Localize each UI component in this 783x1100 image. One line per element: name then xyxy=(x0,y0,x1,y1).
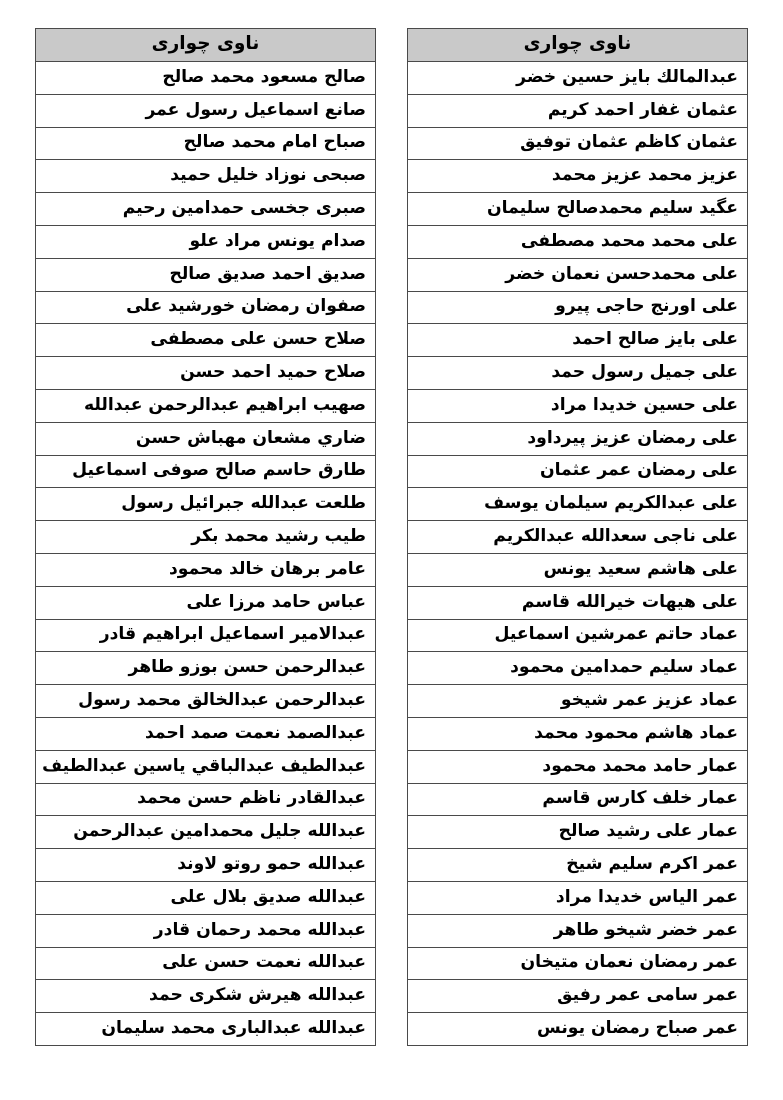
name-table-right-head xyxy=(36,29,376,62)
table-row xyxy=(408,521,748,554)
table-row xyxy=(36,357,376,390)
table-row xyxy=(408,455,748,488)
table-row xyxy=(36,586,376,619)
table-row xyxy=(408,816,748,849)
name-cell: صديق احمد صديق صالح xyxy=(36,258,376,291)
table-row xyxy=(36,750,376,783)
table-row xyxy=(36,422,376,455)
column-header-name: ناوی چواری xyxy=(36,29,376,62)
name-cell: عمار على رشيد صالح xyxy=(408,816,748,849)
table-row xyxy=(408,422,748,455)
column-header-name: ناوی چواری xyxy=(408,29,748,62)
name-cell: عامر برهان خالد محمود xyxy=(36,553,376,586)
table-row xyxy=(36,849,376,882)
table-row xyxy=(408,160,748,193)
table-row xyxy=(408,389,748,422)
name-cell: طارق حاسم صالح صوفى اسماعيل xyxy=(36,455,376,488)
table-row xyxy=(36,652,376,685)
table-row xyxy=(408,717,748,750)
table-row xyxy=(408,652,748,685)
table-row xyxy=(36,783,376,816)
name-cell: عمر رمضان نعمان متيخان xyxy=(408,947,748,980)
name-cell: عمر سامى عمر رفيق xyxy=(408,980,748,1013)
name-cell: صبحى نوزاد خليل حميد xyxy=(36,160,376,193)
table-row xyxy=(408,750,748,783)
name-cell: صانع اسماعيل رسول عمر xyxy=(36,94,376,127)
table-row xyxy=(36,553,376,586)
table-row xyxy=(408,980,748,1013)
name-cell: صدام يونس مراد علو xyxy=(36,225,376,258)
table-row xyxy=(408,291,748,324)
name-cell: عبدالصمد نعمت صمد احمد xyxy=(36,717,376,750)
table-row xyxy=(36,455,376,488)
name-cell: عمر الياس خديدا مراد xyxy=(408,881,748,914)
name-cell: على رمضان عزيز پيرداود xyxy=(408,422,748,455)
name-cell: عگيد سليم محمدصالح سليمان xyxy=(408,193,748,226)
name-cell: على عبدالكريم سيلمان يوسف xyxy=(408,488,748,521)
table-row xyxy=(36,291,376,324)
table-row xyxy=(36,324,376,357)
table-row xyxy=(36,389,376,422)
table-row xyxy=(36,717,376,750)
name-cell: على هيهات خيرالله قاسم xyxy=(408,586,748,619)
name-cell: على محمدحسن نعمان خضر xyxy=(408,258,748,291)
table-row xyxy=(408,127,748,160)
table-row xyxy=(408,783,748,816)
name-table-left-wrapper xyxy=(407,28,748,1046)
name-cell: على رمضان عمر عثمان xyxy=(408,455,748,488)
table-row xyxy=(408,685,748,718)
table-row xyxy=(408,914,748,947)
name-cell: عماد هاشم محمود محمد xyxy=(408,717,748,750)
table-row xyxy=(408,62,748,95)
name-cell: على جميل رسول حمد xyxy=(408,357,748,390)
name-cell: على ناجى سعدالله عبدالكريم xyxy=(408,521,748,554)
name-table-left xyxy=(407,28,748,1046)
name-cell: عزيز محمد عزيز محمد xyxy=(408,160,748,193)
table-row xyxy=(408,357,748,390)
name-cell: عماد عزيز عمر شيخو xyxy=(408,685,748,718)
table-row xyxy=(36,980,376,1013)
name-cell: صفوان رمضان خورشيد على xyxy=(36,291,376,324)
table-row xyxy=(36,488,376,521)
table-row xyxy=(408,849,748,882)
name-cell: عثمان كاظم عثمان توفيق xyxy=(408,127,748,160)
name-cell: عمر اكرم سليم شيخ xyxy=(408,849,748,882)
name-cell: عبدالله نعمت حسن على xyxy=(36,947,376,980)
table-row xyxy=(408,947,748,980)
name-cell: عماد سليم حمدامين محمود xyxy=(408,652,748,685)
name-cell: عبدالطيف عبدالباقي ياسين عبدالطيف xyxy=(36,750,376,783)
name-cell: صبرى جخسى حمدامين رحيم xyxy=(36,193,376,226)
table-row xyxy=(36,62,376,95)
table-row xyxy=(36,619,376,652)
table-row xyxy=(36,914,376,947)
table-header-row xyxy=(408,29,748,62)
table-row xyxy=(408,324,748,357)
name-cell: عبدالله حمو روتو لاوند xyxy=(36,849,376,882)
table-row xyxy=(36,1013,376,1046)
table-row xyxy=(408,553,748,586)
name-cell: عبدالله محمد رحمان قادر xyxy=(36,914,376,947)
name-cell: صهيب ابراهيم عبدالرحمن عبدالله xyxy=(36,389,376,422)
table-row xyxy=(408,258,748,291)
name-cell: عمر صباح رمضان يونس xyxy=(408,1013,748,1046)
name-cell: صالح مسعود محمد صالح xyxy=(36,62,376,95)
name-cell: عبدالله جليل محمدامين عبدالرحمن xyxy=(36,816,376,849)
name-cell: طيب رشيد محمد بكر xyxy=(36,521,376,554)
name-cell: عبدالله صديق بلال على xyxy=(36,881,376,914)
name-cell: عمار حامد محمد محمود xyxy=(408,750,748,783)
table-row xyxy=(36,94,376,127)
table-row xyxy=(408,94,748,127)
name-cell: عماد حاتم عمرشين اسماعيل xyxy=(408,619,748,652)
name-cell: عباس حامد مرزا على xyxy=(36,586,376,619)
name-cell: عمار خلف كارس قاسم xyxy=(408,783,748,816)
name-cell: على هاشم سعيد يونس xyxy=(408,553,748,586)
name-cell: ضاري مشعان مهباش حسن xyxy=(36,422,376,455)
name-cell: طلعت عبدالله جبرائيل رسول xyxy=(36,488,376,521)
table-row xyxy=(36,160,376,193)
table-row xyxy=(36,258,376,291)
name-cell: على حسين خديدا مراد xyxy=(408,389,748,422)
name-cell: صلاح حميد احمد حسن xyxy=(36,357,376,390)
table-row xyxy=(36,193,376,226)
name-cell: عمر خضر شيخو طاهر xyxy=(408,914,748,947)
name-table-right-body xyxy=(36,62,376,1046)
name-cell: عبدالله هيرش شكرى حمد xyxy=(36,980,376,1013)
name-cell: عبدالله عبدالبارى محمد سليمان xyxy=(36,1013,376,1046)
name-table-left-body xyxy=(408,62,748,1046)
table-row xyxy=(408,881,748,914)
table-row xyxy=(408,1013,748,1046)
name-table-right xyxy=(35,28,376,1046)
name-cell: عبدالمالك بايز حسين خضر xyxy=(408,62,748,95)
table-row xyxy=(36,947,376,980)
name-cell: على بايز صالح احمد xyxy=(408,324,748,357)
name-cell: على محمد محمد مصطفى xyxy=(408,225,748,258)
table-row xyxy=(36,225,376,258)
name-cell: صلاح حسن على مصطفى xyxy=(36,324,376,357)
table-row xyxy=(408,225,748,258)
name-cell: على اورنج حاجى پيرو xyxy=(408,291,748,324)
table-row xyxy=(408,193,748,226)
name-table-right-wrapper xyxy=(35,28,376,1046)
name-cell: عبدالامير اسماعيل ابراهيم قادر xyxy=(36,619,376,652)
table-row xyxy=(36,816,376,849)
table-row xyxy=(408,586,748,619)
table-row xyxy=(36,127,376,160)
table-row xyxy=(408,619,748,652)
name-cell: عبدالرحمن عبدالخالق محمد رسول xyxy=(36,685,376,718)
name-cell: صباح امام محمد صالح xyxy=(36,127,376,160)
name-cell: عثمان غفار احمد كريم xyxy=(408,94,748,127)
name-table-left-head xyxy=(408,29,748,62)
name-cell: عبدالقادر ناظم حسن محمد xyxy=(36,783,376,816)
table-row xyxy=(36,521,376,554)
table-row xyxy=(36,685,376,718)
table-header-row xyxy=(36,29,376,62)
name-cell: عبدالرحمن حسن بوزو طاهر xyxy=(36,652,376,685)
table-row xyxy=(36,881,376,914)
table-row xyxy=(408,488,748,521)
